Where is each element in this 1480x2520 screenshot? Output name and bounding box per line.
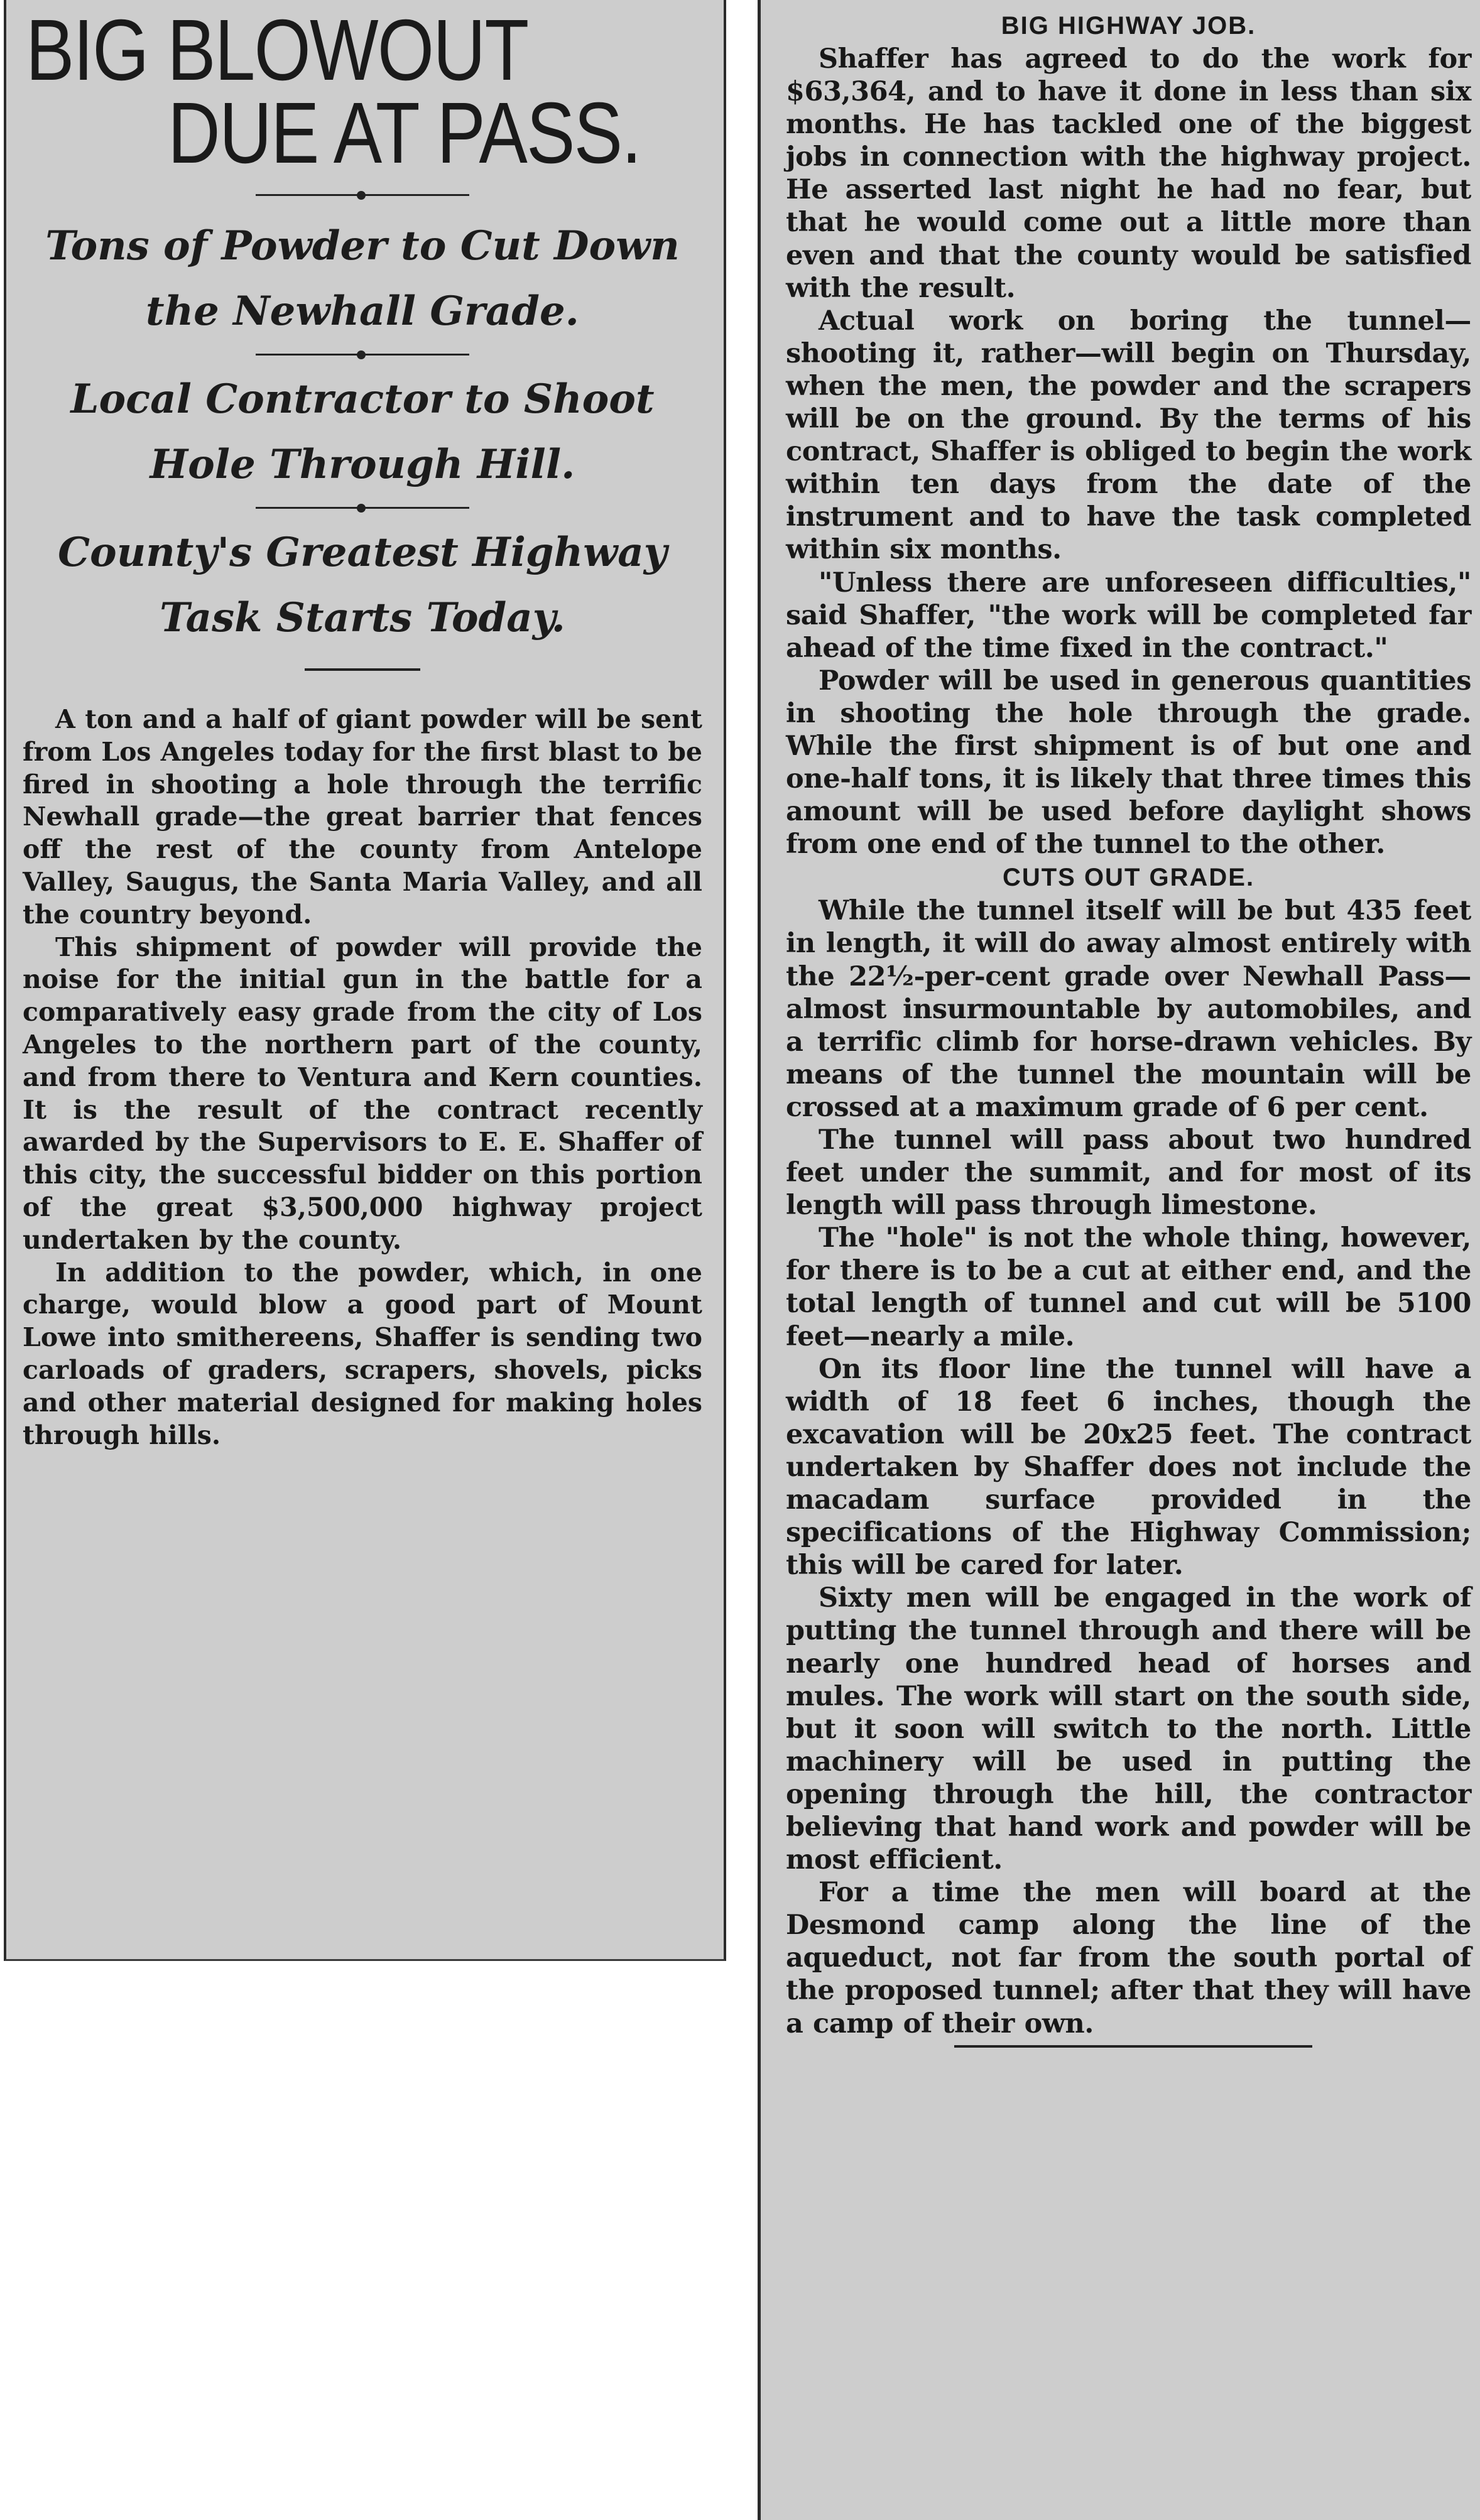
paragraph: This shipment of powder will provide the noise for the initial gun in the battle for a comparatively easy grade from the city of Los Angeles to the northern part of the county, and from there to Ventura and Kern counties. It is the result of the contract recently awarded by the Supervisors to E. E. Shaffer of this city, the successful bidder on this portion of the great $3,500,000 highway project undertaken by the county. (23, 931, 702, 1255)
right-column (758, 0, 1480, 2520)
deck-line: County's Greatest Highway (58, 529, 667, 576)
paragraph: Shaffer has agreed to do the work for $63,364, and to have it done in less than six months. He has tackled one of the biggest jobs in connection with the highway project. He asserted last night he had no fear, but that he would come out a little more than even and that the county would be satisfied with the result. (786, 43, 1471, 304)
paragraph: Sixty men will be engaged in the work of putting the tunnel through and there will be nearly one hundred head of horses and mules. The work will start on the south side, but it soon will switch to the north. Little machinery will be used in putting the opening through the hill, the contractor believing that hand work and powder will be most efficient. (786, 1582, 1471, 1876)
paragraph: The tunnel will pass about two hundred feet under the summit, and for most of its length will pass through limestone. (786, 1124, 1471, 1222)
paragraph: "Unless there are unforeseen difficulties," said Shaffer, "the work will be completed far ahead of the time fixed in the contract." (786, 567, 1471, 664)
deck-headline (23, 520, 702, 651)
left-column (4, 0, 726, 1961)
deck-line: Local Contractor to Shoot (70, 376, 655, 423)
article-body-section-2 (786, 894, 1480, 2039)
dotted-rule (256, 350, 469, 358)
headline-line: BIG BLOWOUT (26, 2, 528, 99)
deck-headline (23, 367, 702, 497)
short-rule (305, 668, 420, 671)
article-body-section-1 (786, 43, 1480, 861)
subhead-big-highway-job: BIG HIGHWAY JOB. (1001, 12, 1256, 40)
end-rule (954, 2045, 1312, 2048)
dotted-rule (256, 504, 469, 511)
deck-line: Hole Through Hill. (150, 441, 575, 488)
article-body-left (23, 703, 702, 1452)
paragraph: For a time the men will board at the Desmond camp along the line of the aqueduct, not far from the south portal of the proposed tunnel; after that they will have a camp of their own. (786, 1877, 1471, 2039)
deck-line: the Newhall Grade. (146, 288, 579, 335)
paragraph: While the tunnel itself will be but 435 feet in length, it will do away almost entirely with the 22½-per-cent grade over Newhall Pass—almost insurmountable by automobiles, and a terrific climb for horse-drawn vehicles. By means of the tunnel the mountain will be crossed at a maximum grade of 6 per cent. (786, 895, 1471, 1123)
deck-headline (23, 214, 702, 344)
paragraph: Powder will be used in generous quantities in shooting the hole through the grade. While the first shipment is of but one and one-half tons, it is likely that three times this amount will be used before daylight shows from one end of the tunnel to the other. (786, 665, 1471, 861)
paragraph: In addition to the powder, which, in one charge, would blow a good part of Mount Lowe into smithereens, Shaffer is sending two carloads of graders, scrapers, shovels, picks and other material designed for making holes through hills. (23, 1257, 702, 1450)
subhead-cuts-out-grade: CUTS OUT GRADE. (1002, 864, 1255, 892)
main-headline (23, 2, 641, 182)
paragraph: A ton and a half of giant powder will be sent from Los Angeles today for the first blast to be fired in shooting a hole through the terrific Newhall grade—the great barrier that fences off the rest of the county from Antelope Valley, Saugus, the Santa Maria Valley, and all the country beyond. (23, 704, 702, 930)
deck-line: Task Starts Today. (160, 594, 565, 641)
headline-line: DUE AT PASS. (168, 85, 641, 182)
paragraph: The "hole" is not the whole thing, however, for there is to be a cut at either end, and the total length of tunnel and cut will be 5100 feet—nearly a mile. (786, 1222, 1471, 1352)
deck-line: Tons of Powder to Cut Down (45, 222, 680, 269)
dotted-rule (256, 191, 469, 198)
paragraph: Actual work on boring the tunnel—shooting it, rather—will begin on Thursday, when the men, the powder and the scrapers will be on the ground. By the terms of his contract, Shaffer is obliged to begin the work within ten days from the date of the instrument and to have the task completed within six months. (786, 305, 1471, 566)
paragraph: On its floor line the tunnel will have a width of 18 feet 6 inches, though the excavation will be 20x25 feet. The contract undertaken by Shaffer does not include the macadam surface provided in the specifications of the Highway Commission; this will be cared for later. (786, 1353, 1471, 1582)
